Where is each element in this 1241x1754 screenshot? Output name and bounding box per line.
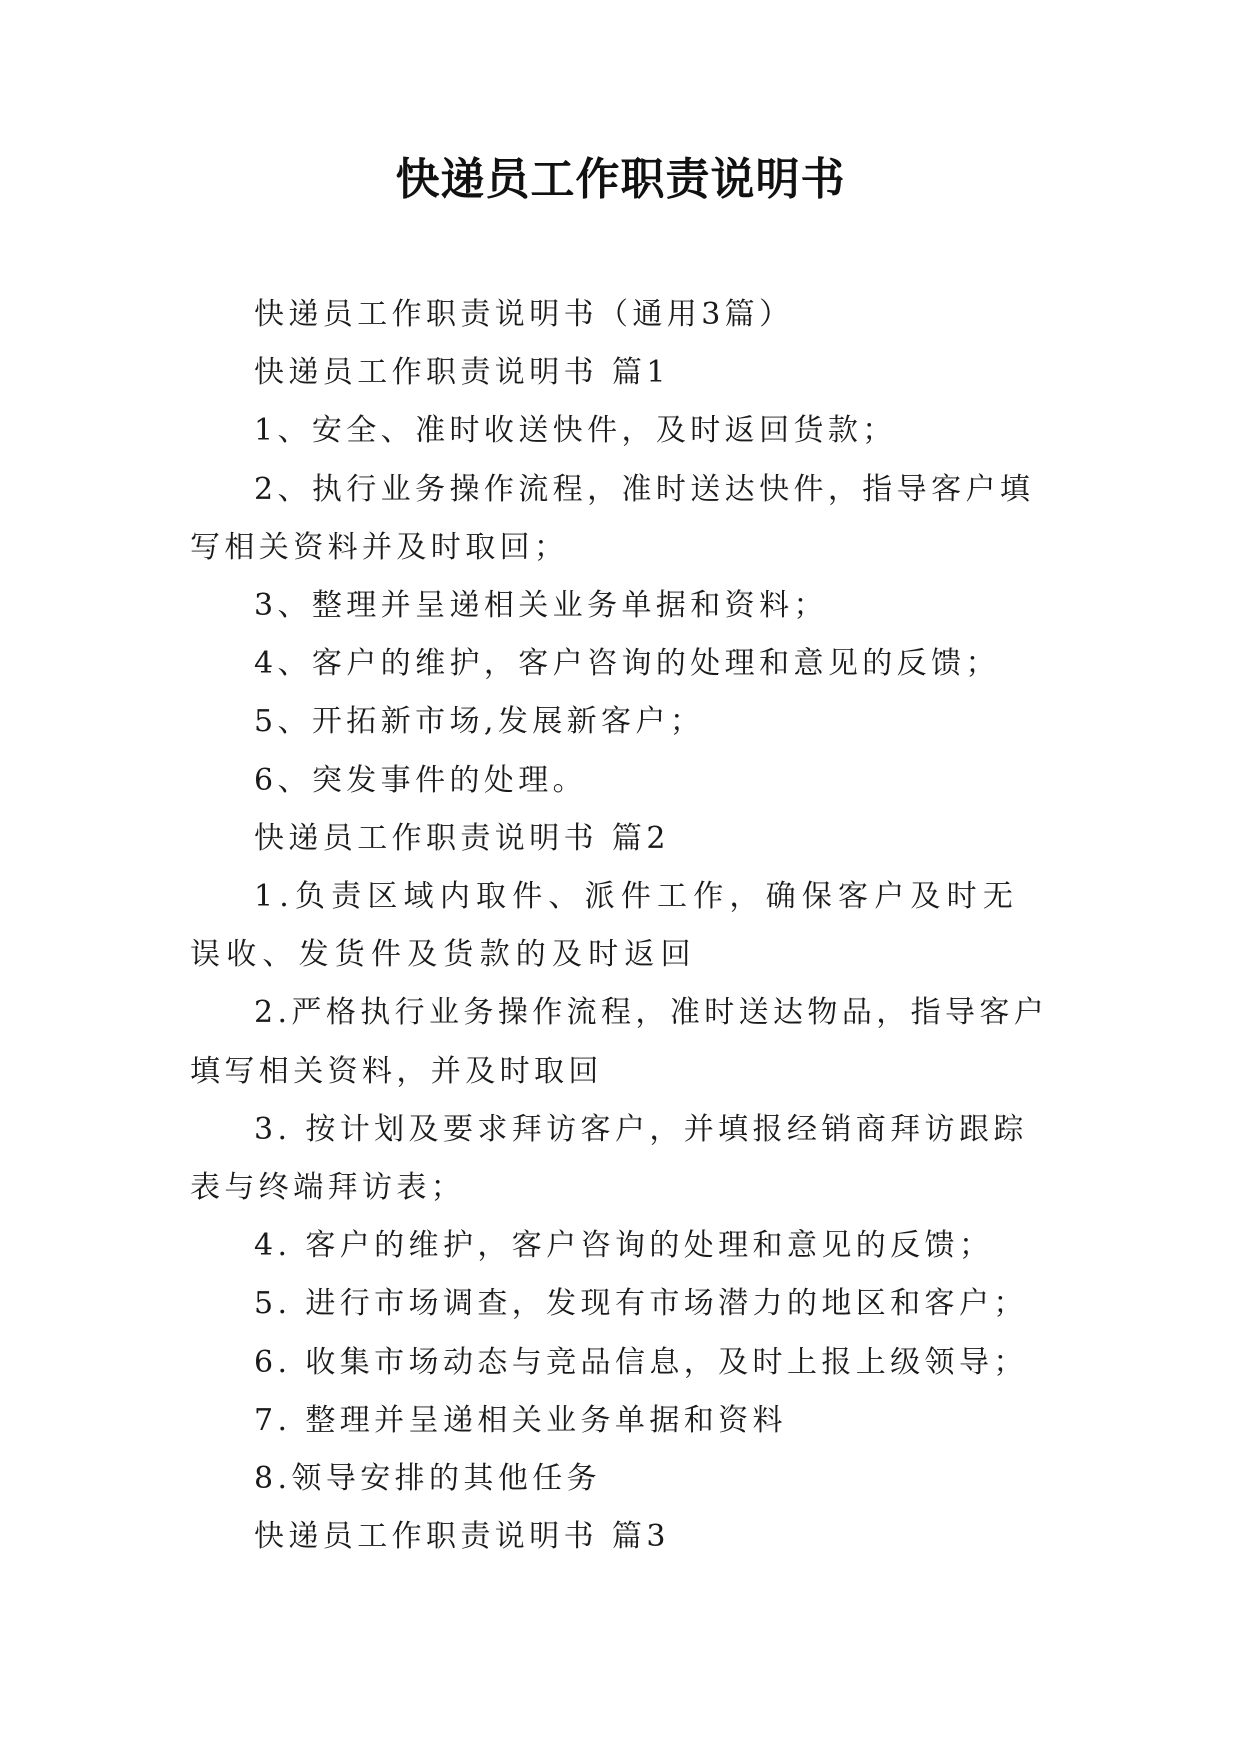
document-body bbox=[190, 286, 1052, 1566]
list-item: 3. 按计划及要求拜访客户，并填报经销商拜访跟踪表与终端拜访表； bbox=[190, 1111, 1028, 1206]
paragraph-subtitle: 快递员工作职责说明书（通用3篇） bbox=[254, 297, 794, 332]
list-item: 6、突发事件的处理。 bbox=[254, 762, 588, 798]
section-heading-1: 快递员工作职责说明书 篇1 bbox=[254, 355, 670, 391]
list-item: 7. 整理并呈递相关业务单据和资料 bbox=[254, 1402, 787, 1438]
list-item: 1.负责区域内取件、派件工作，确保客户及时无误收、发货件及货款的及时返回 bbox=[190, 879, 1020, 973]
list-item: 5. 进行市场调查，发现有市场潜力的地区和客户； bbox=[254, 1286, 1028, 1322]
list-item: 8.领导安排的其他任务 bbox=[254, 1461, 602, 1497]
section-heading-2: 快递员工作职责说明书 篇2 bbox=[254, 820, 670, 856]
section-heading-3: 快递员工作职责说明书 篇3 bbox=[254, 1519, 670, 1555]
list-item: 5、开拓新市场,发展新客户； bbox=[254, 704, 705, 740]
list-item: 2.严格执行业务操作流程，准时送达物品，指导客户填写相关资料，并及时取回 bbox=[190, 995, 1049, 1089]
list-item: 6. 收集市场动态与竞品信息，及时上报上级领导； bbox=[254, 1344, 1028, 1380]
document-title: 快递员工作职责说明书 bbox=[395, 154, 846, 205]
list-item: 4. 客户的维护，客户咨询的处理和意见的反馈； bbox=[254, 1228, 994, 1264]
list-item: 4、客户的维护，客户咨询的处理和意见的反馈； bbox=[254, 646, 1000, 682]
list-item: 2、执行业务操作流程，准时送达快件，指导客户填写相关资料并及时取回； bbox=[190, 471, 1035, 565]
list-item: 1、安全、准时收送快件，及时返回货款； bbox=[254, 413, 897, 449]
list-item: 3、整理并呈递相关业务单据和资料； bbox=[254, 588, 828, 624]
